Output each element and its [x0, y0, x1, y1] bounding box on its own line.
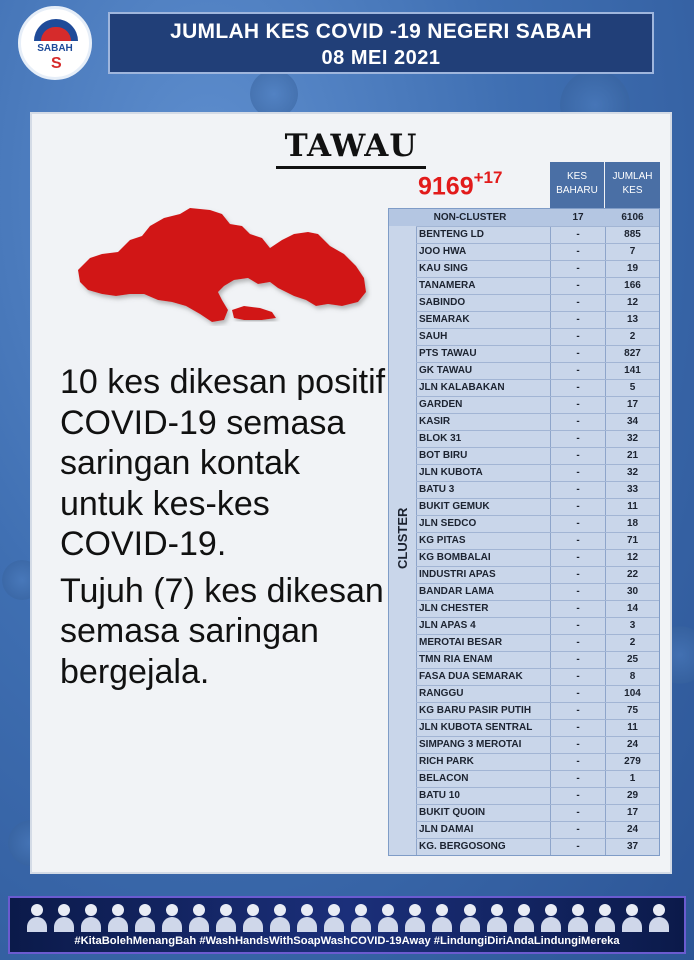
total-cases-cell: 34	[626, 416, 639, 427]
table-row	[389, 719, 659, 736]
frontliner-figure	[323, 902, 345, 932]
total-cases-cell: 6106	[621, 212, 644, 223]
new-cases-cell: -	[576, 229, 580, 240]
new-cases-cell: -	[576, 773, 580, 784]
table-row	[389, 413, 659, 430]
table-row	[389, 583, 659, 600]
sabah-logo: SABAH S	[18, 6, 92, 80]
row-divider	[416, 702, 659, 703]
total-cases-cell: 8	[629, 671, 636, 682]
row-divider	[416, 685, 659, 686]
row-divider	[416, 532, 659, 533]
frontliner-figure	[567, 902, 589, 932]
total-cases-cell: 32	[626, 467, 639, 478]
cluster-name: SAUH	[419, 331, 448, 342]
total-cases-cell: 17	[626, 807, 639, 818]
cluster-name: JLN CHESTER	[419, 603, 489, 614]
new-cases-cell: -	[576, 552, 580, 563]
row-divider	[416, 447, 659, 448]
total-cases-increase: +17	[473, 168, 503, 187]
table-row	[389, 447, 659, 464]
total-cases-cell: 24	[626, 824, 639, 835]
table-row	[389, 481, 659, 498]
cluster-name: MEROTAI BESAR	[419, 637, 503, 648]
new-cases-cell: -	[576, 382, 580, 393]
new-cases-cell: -	[576, 739, 580, 750]
row-divider	[416, 600, 659, 601]
row-divider	[416, 294, 659, 295]
table-row	[389, 328, 659, 345]
table-row	[389, 651, 659, 668]
row-divider	[416, 481, 659, 482]
table-row	[389, 821, 659, 838]
cluster-name: KG. BERGOSONG	[419, 841, 506, 852]
total-cases-cell: 166	[624, 280, 641, 291]
cluster-name: KG BARU PASIR PUTIH	[419, 705, 532, 716]
row-divider	[416, 498, 659, 499]
cluster-name: BLOK 31	[419, 433, 462, 444]
cluster-name: GARDEN	[419, 399, 463, 410]
new-cases-cell: 17	[572, 212, 584, 223]
row-divider	[416, 634, 659, 635]
total-cases-cell: 5	[629, 382, 636, 393]
total-cases-value: 9169	[418, 172, 474, 201]
header-new-cases: KES BAHARU	[550, 162, 604, 208]
table-row	[389, 396, 659, 413]
row-divider	[416, 753, 659, 754]
row-divider	[416, 549, 659, 550]
cluster-name: JLN KUBOTA	[419, 467, 483, 478]
total-cases-cell: 19	[626, 263, 639, 274]
cluster-name: JLN KALABAKAN	[419, 382, 505, 393]
total-cases-cell: 141	[624, 365, 641, 376]
total-cases-cell: 24	[626, 739, 639, 750]
cluster-name: JLN DAMAI	[419, 824, 474, 835]
row-divider	[416, 243, 659, 244]
new-cases-cell: -	[576, 807, 580, 818]
frontliner-figure	[431, 902, 453, 932]
new-cases-cell: -	[576, 314, 580, 325]
new-cases-cell: -	[576, 586, 580, 597]
total-cases-cell: 14	[626, 603, 639, 614]
cluster-name: RICH PARK	[419, 756, 474, 767]
total-cases-cell: 25	[626, 654, 639, 665]
row-divider	[416, 260, 659, 261]
frontliner-figure	[134, 902, 156, 932]
total-cases	[418, 170, 502, 201]
page-title: JUMLAH KES COVID -19 NEGERI SABAH	[170, 20, 592, 43]
new-cases-cell: -	[576, 535, 580, 546]
new-cases-cell: -	[576, 263, 580, 274]
table-row	[389, 430, 659, 447]
new-cases-cell: -	[576, 654, 580, 665]
virus-decoration	[250, 70, 298, 118]
footer-banner	[8, 896, 686, 954]
new-cases-cell: -	[576, 620, 580, 631]
frontliner-figure	[621, 902, 643, 932]
cluster-name: FASA DUA SEMARAK	[419, 671, 523, 682]
table-row	[389, 464, 659, 481]
total-cases-cell: 13	[626, 314, 639, 325]
cluster-name: RANGGU	[419, 688, 464, 699]
new-cases-cell: -	[576, 671, 580, 682]
new-cases-cell: -	[576, 297, 580, 308]
total-cases-cell: 11	[627, 501, 638, 512]
total-cases-cell: 2	[629, 637, 636, 648]
cluster-name: JOO HWA	[419, 246, 467, 257]
row-divider	[416, 583, 659, 584]
new-cases-cell: -	[576, 569, 580, 580]
frontliner-figure	[107, 902, 129, 932]
row-divider	[416, 617, 659, 618]
cluster-name: JLN APAS 4	[419, 620, 476, 631]
row-divider	[416, 464, 659, 465]
report-date: 08 MEI 2021	[321, 47, 441, 69]
new-cases-cell: -	[576, 365, 580, 376]
total-cases-cell: 32	[626, 433, 639, 444]
frontliner-figure	[242, 902, 264, 932]
row-divider	[416, 566, 659, 567]
tawau-map	[72, 196, 372, 326]
cluster-name: TANAMERA	[419, 280, 476, 291]
story-paragraph: Tujuh (7) kes dikesan semasa saringan bergejala.	[60, 571, 384, 691]
new-cases-cell: -	[576, 450, 580, 461]
cluster-name: KG PITAS	[419, 535, 466, 546]
new-cases-cell: -	[576, 841, 580, 852]
total-cases-cell: 279	[624, 756, 641, 767]
frontliner-figure	[215, 902, 237, 932]
row-divider	[416, 804, 659, 805]
table-row	[389, 243, 659, 260]
cluster-name: SABINDO	[419, 297, 466, 308]
frontliner-figure	[269, 902, 291, 932]
table-row	[389, 549, 659, 566]
table-row	[389, 770, 659, 787]
total-cases-cell: 18	[626, 518, 639, 529]
total-cases-cell: 71	[626, 535, 639, 546]
total-cases-cell: 3	[629, 620, 636, 631]
cluster-name: PTS TAWAU	[419, 348, 477, 359]
total-cases-cell: 21	[626, 450, 639, 461]
table-row	[389, 294, 659, 311]
row-divider	[416, 413, 659, 414]
logo-text: SABAH	[37, 43, 73, 54]
cluster-name: INDUSTRI APAS	[419, 569, 496, 580]
total-cases-cell: 22	[626, 569, 639, 580]
frontliner-figure	[26, 902, 48, 932]
new-cases-cell: -	[576, 246, 580, 257]
row-divider	[416, 226, 659, 227]
new-cases-cell: -	[576, 416, 580, 427]
header-total-cases: JUMLAH KES	[605, 162, 660, 208]
frontliner-figure	[459, 902, 481, 932]
total-cases-cell: 2	[629, 331, 636, 342]
new-cases-cell: -	[576, 518, 580, 529]
row-divider	[416, 821, 659, 822]
table-row	[389, 362, 659, 379]
row-divider	[416, 396, 659, 397]
footer-hashtags: #KitaBolehMenangBah #WashHandsWithSoapWashCOVID-19Away #LindungiDiriAndaLindungiMereka	[74, 935, 620, 947]
cluster-name: BANDAR LAMA	[419, 586, 494, 597]
table-row	[389, 260, 659, 277]
story-paragraph: 10 kes dikesan positif COVID-19 semasa saringan kontak untuk kes-kes COVID-19.	[60, 363, 386, 563]
frontliner-figure	[80, 902, 102, 932]
cluster-name: SIMPANG 3 MEROTAI	[419, 739, 522, 750]
new-cases-cell: -	[576, 688, 580, 699]
cluster-name: KAU SING	[419, 263, 468, 274]
frontliner-figure	[53, 902, 75, 932]
table-row	[389, 532, 659, 549]
table-row	[389, 668, 659, 685]
frontliner-figure	[648, 902, 670, 932]
new-cases-cell: -	[576, 280, 580, 291]
frontliner-figure	[161, 902, 183, 932]
frontliner-figure	[486, 902, 508, 932]
total-cases-cell: 37	[626, 841, 639, 852]
frontliner-figure	[513, 902, 535, 932]
row-divider	[416, 736, 659, 737]
total-cases-cell: 29	[626, 790, 639, 801]
row-divider	[416, 277, 659, 278]
cluster-name: BATU 10	[419, 790, 460, 801]
table-row	[389, 498, 659, 515]
total-cases-cell: 885	[624, 229, 641, 240]
table-row	[389, 345, 659, 362]
cluster-table	[388, 208, 660, 856]
table-row	[389, 277, 659, 294]
cluster-name: JLN SEDCO	[419, 518, 477, 529]
title-banner	[108, 12, 654, 74]
row-divider	[416, 787, 659, 788]
row-divider	[416, 379, 659, 380]
table-row	[389, 379, 659, 396]
frontliner-figure	[350, 902, 372, 932]
table-row	[389, 787, 659, 804]
total-cases-cell: 104	[624, 688, 641, 699]
frontliner-figure	[377, 902, 399, 932]
total-cases-cell: 1	[629, 773, 636, 784]
total-cases-cell: 17	[626, 399, 639, 410]
table-row	[389, 600, 659, 617]
new-cases-cell: -	[576, 756, 580, 767]
cluster-name: BUKIT GEMUK	[419, 501, 490, 512]
total-cases-cell: 827	[624, 348, 641, 359]
table-row	[389, 685, 659, 702]
new-cases-cell: -	[576, 722, 580, 733]
total-cases-cell: 12	[626, 297, 639, 308]
cluster-name: NON-CLUSTER	[433, 212, 507, 223]
frontliner-figure	[188, 902, 210, 932]
new-cases-cell: -	[576, 467, 580, 478]
frontliner-figure	[594, 902, 616, 932]
table-row	[389, 566, 659, 583]
cluster-name: JLN KUBOTA SENTRAL	[419, 722, 533, 733]
row-divider	[416, 430, 659, 431]
new-cases-cell: -	[576, 824, 580, 835]
table-row	[389, 736, 659, 753]
table-row	[389, 804, 659, 821]
cluster-name: SEMARAK	[419, 314, 470, 325]
row-divider	[416, 838, 659, 839]
row-divider	[416, 311, 659, 312]
table-row	[389, 753, 659, 770]
new-cases-cell: -	[576, 705, 580, 716]
new-cases-cell: -	[576, 790, 580, 801]
frontliner-illustrations	[26, 902, 670, 932]
cluster-name: TMN RIA ENAM	[419, 654, 493, 665]
cluster-name: KASIR	[419, 416, 451, 427]
total-cases-cell: 11	[627, 722, 638, 733]
district-title: TAWAU	[276, 128, 426, 169]
table-row	[389, 617, 659, 634]
total-cases-cell: 30	[626, 586, 639, 597]
total-cases-cell: 75	[626, 705, 639, 716]
cluster-name: BUKIT QUOIN	[419, 807, 486, 818]
cluster-label: CLUSTER	[395, 507, 410, 569]
row-divider	[416, 362, 659, 363]
new-cases-cell: -	[576, 484, 580, 495]
new-cases-cell: -	[576, 348, 580, 359]
frontliner-figure	[404, 902, 426, 932]
table-row	[389, 838, 659, 855]
table-row	[389, 226, 659, 243]
story-text	[60, 362, 390, 698]
cluster-name: BATU 3	[419, 484, 455, 495]
new-cases-cell: -	[576, 501, 580, 512]
new-cases-cell: -	[576, 331, 580, 342]
row-divider	[416, 668, 659, 669]
row-divider	[416, 651, 659, 652]
table-row	[389, 515, 659, 532]
total-cases-cell: 33	[626, 484, 639, 495]
cluster-name: BELACON	[419, 773, 469, 784]
frontliner-figure	[540, 902, 562, 932]
row-divider	[416, 719, 659, 720]
row-divider	[416, 328, 659, 329]
new-cases-cell: -	[576, 399, 580, 410]
cluster-name: GK TAWAU	[419, 365, 473, 376]
row-divider	[416, 515, 659, 516]
non-cluster-row	[389, 209, 659, 226]
frontliner-figure	[296, 902, 318, 932]
table-row	[389, 634, 659, 651]
cluster-name: BOT BIRU	[419, 450, 468, 461]
table-row	[389, 311, 659, 328]
row-divider	[416, 345, 659, 346]
new-cases-cell: -	[576, 637, 580, 648]
new-cases-cell: -	[576, 433, 580, 444]
new-cases-cell: -	[576, 603, 580, 614]
total-cases-cell: 12	[626, 552, 639, 563]
cluster-name: KG BOMBALAI	[419, 552, 491, 563]
table-row	[389, 702, 659, 719]
total-cases-cell: 7	[629, 246, 636, 257]
row-divider	[416, 770, 659, 771]
cluster-name: BENTENG LD	[419, 229, 484, 240]
